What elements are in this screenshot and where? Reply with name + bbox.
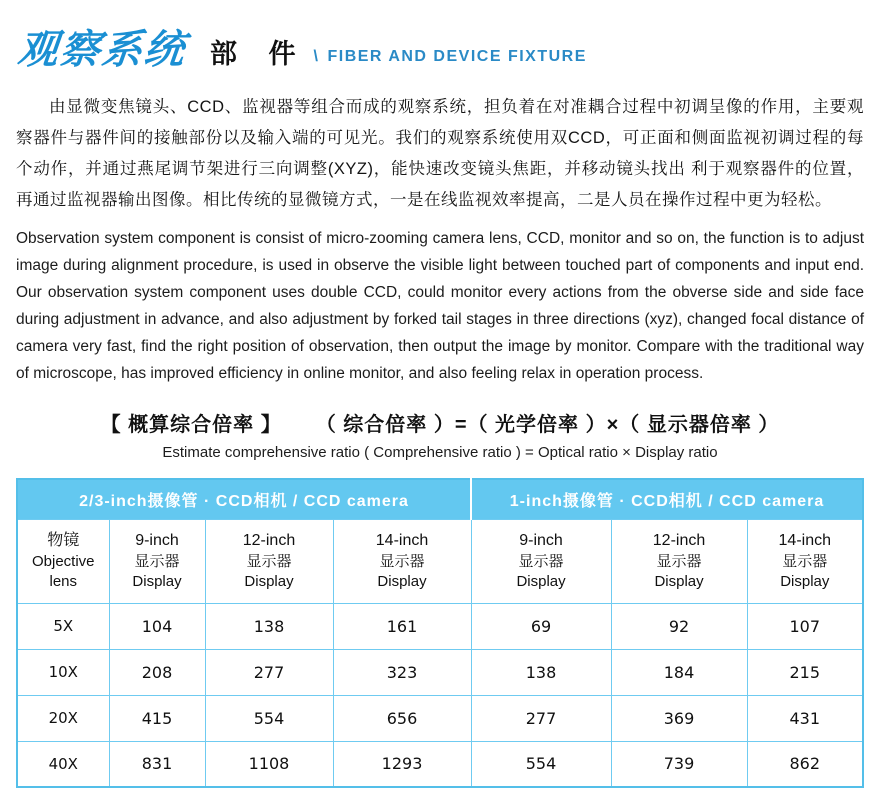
col-header-12inch-right — [611, 519, 747, 603]
col-header-line: 显示器 — [782, 552, 828, 570]
col-header-line: 显示器 — [518, 552, 564, 570]
page-title: 观察系统 — [15, 28, 189, 72]
cell-value: 208 — [109, 649, 205, 695]
cell-value: 104 — [109, 603, 205, 649]
cell-value: 107 — [747, 603, 863, 649]
group-header-2-3-inch: 2/3-inch摄像管 · CCD相机 / CCD camera — [17, 479, 471, 519]
col-header-line: Display — [780, 572, 830, 590]
col-header-line: Display — [654, 572, 704, 590]
cell-value: 656 — [333, 695, 471, 741]
col-header-9inch-right — [471, 519, 611, 603]
magnification-ratio-table — [16, 478, 864, 788]
slash-separator: \ — [313, 48, 320, 65]
group-header-1-inch: 1-inch摄像管 · CCD相机 / CCD camera — [471, 479, 863, 519]
cell-value: 161 — [333, 603, 471, 649]
cell-value: 1293 — [333, 741, 471, 787]
col-header-line: 12-inch — [242, 531, 296, 549]
col-header-line: 显示器 — [379, 552, 425, 570]
page-subtitle-en — [314, 48, 587, 70]
col-header-line: 显示器 — [656, 552, 702, 570]
description-paragraph-cn: 由显微变焦镜头、CCD、监视器等组合而成的观察系统，担负着在对准耦合过程中初调呈像的作用，主要观察器件与器件间的接触部份以及输入端的可见光。我们的观察系统使用双CCD，可正面和侧面监视初调过程的每个动作，并通过燕尾调节架进行三向调整(XYZ)，能快速改变镜头焦距，并移动镜头找出 利于观察器件的位置，再通过监视器输出图像。相比传统的显微镜方式，一是在线监视效率提高，二是人员在操作过程中更为轻松。 — [16, 98, 864, 209]
cell-value: 138 — [205, 603, 333, 649]
formula-label-cn: 【 概算综合倍率 】 — [100, 414, 282, 436]
cell-value: 862 — [747, 741, 863, 787]
col-header-12inch-left — [205, 519, 333, 603]
page-header — [15, 12, 864, 72]
cell-value: 92 — [611, 603, 747, 649]
cell-value: 369 — [611, 695, 747, 741]
cell-value: 277 — [205, 649, 333, 695]
formula-equation-cn: （ 综合倍率 ）=（ 光学倍率 ）×（ 显示器倍率 ） — [315, 414, 780, 436]
table-column-header-row — [17, 519, 863, 603]
page-subtitle-cn: 部 件 — [210, 39, 308, 70]
col-header-line: Display — [132, 572, 182, 590]
col-header-14inch-left — [333, 519, 471, 603]
col-header-line: Display — [516, 572, 566, 590]
table-row — [17, 649, 863, 695]
formula-line-cn — [16, 408, 864, 437]
col-header-line: Display — [377, 572, 427, 590]
cell-value: 554 — [205, 695, 333, 741]
cell-value: 69 — [471, 603, 611, 649]
lens-40x: 40X — [17, 741, 109, 787]
table-group-header-row — [17, 479, 863, 519]
col-header-line: 显示器 — [246, 552, 292, 570]
table-row — [17, 741, 863, 787]
table-row — [17, 695, 863, 741]
col-header-line: 12-inch — [652, 531, 706, 549]
cell-value: 431 — [747, 695, 863, 741]
cell-value: 277 — [471, 695, 611, 741]
description-paragraph-en: Observation system component is consist of micro-zooming camera lens, CCD, monitor and so on, the function is to adjust image during alignment procedure, is used in observe the visible light between touched part of components and input end. Our observation system component uses double CCD, could monitor every actions from the obverse side and side face during adjustment in advance, and also adjustment by forked tail stages in three directions (xyz), changed focal distance of camera very fast, find the right position of observation, then output the image by monitor. Compare with the traditional way of microscope, has improved efficiency in online monitor, and also feeling relax in operation process. — [16, 230, 864, 382]
col-header-line: Display — [244, 572, 294, 590]
table-row — [17, 603, 863, 649]
col-header-line: 9-inch — [519, 531, 563, 549]
lens-5x: 5X — [17, 603, 109, 649]
col-header-9inch-left — [109, 519, 205, 603]
col-header-line: 显示器 — [134, 552, 180, 570]
col-header-objective-lens — [17, 519, 109, 603]
cell-value: 138 — [471, 649, 611, 695]
col-header-line: 14-inch — [375, 531, 429, 549]
col-header-14inch-right — [747, 519, 863, 603]
page-subtitle-en-text: FIBER AND DEVICE FIXTURE — [327, 48, 587, 65]
cell-value: 1108 — [205, 741, 333, 787]
col-header-line: 物镜 — [47, 531, 80, 549]
col-header-line: lens — [49, 572, 78, 590]
cell-value: 415 — [109, 695, 205, 741]
col-header-line: 9-inch — [135, 531, 179, 549]
col-header-line: Objective — [31, 552, 95, 570]
cell-value: 739 — [611, 741, 747, 787]
col-header-line: 14-inch — [778, 531, 832, 549]
cell-value: 323 — [333, 649, 471, 695]
cell-value: 215 — [747, 649, 863, 695]
cell-value: 554 — [471, 741, 611, 787]
cell-value: 831 — [109, 741, 205, 787]
lens-10x: 10X — [17, 649, 109, 695]
cell-value: 184 — [611, 649, 747, 695]
lens-20x: 20X — [17, 695, 109, 741]
formula-line-en: Estimate comprehensive ratio ( Comprehensive ratio ) = Optical ratio × Display ratio — [162, 444, 718, 461]
